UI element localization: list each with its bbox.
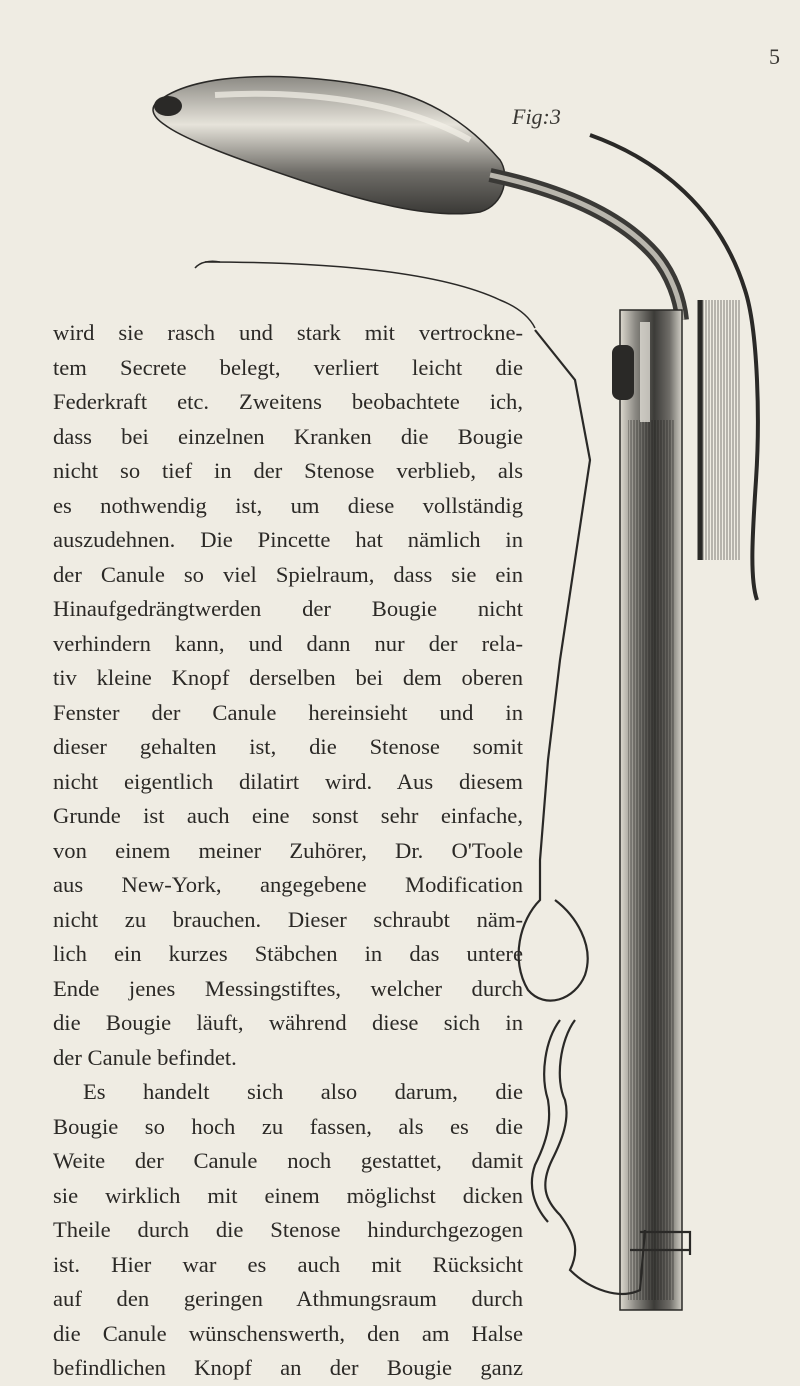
text-line: verhindern kann, und dann nur der rela- xyxy=(53,630,523,656)
text-line: tiv kleine Knopf derselben bei dem oberen xyxy=(53,665,523,690)
cannula-tube xyxy=(612,310,682,1310)
text-line: Es handelt sich also darum, die xyxy=(83,1079,523,1104)
text-line: von einem meiner Zuhörer, Dr. O'Toole xyxy=(53,837,523,863)
text-line: Theile durch die Stenose hindurchgezogen xyxy=(53,1217,523,1242)
text-line: Hinaufgedrängtwerden der Bougie nicht xyxy=(53,596,523,621)
text-line: Grunde ist auch eine sonst sehr einfache, xyxy=(53,803,523,828)
text-line: es nothwendig ist, um diese vollständig xyxy=(53,492,523,518)
text-line: tem Secrete belegt, verliert leicht die xyxy=(53,354,523,380)
text-line: nicht so tief in der Stenose verblieb, als xyxy=(53,458,523,483)
text-line: befindlichen Knopf an der Bougie ganz xyxy=(53,1355,523,1380)
text-line: ist. Hier war es auch mit Rücksicht xyxy=(53,1251,523,1277)
text-line: nicht eigentlich dilatirt wird. Aus diesem xyxy=(53,768,523,794)
text-line: aus New-York, angegebene Modification xyxy=(53,872,523,897)
text-line: wird sie rasch und stark mit vertrockne- xyxy=(53,320,523,345)
text-line: dass bei einzelnen Kranken die Bougie xyxy=(53,423,523,449)
text-line: der Canule befindet. xyxy=(53,1044,237,1070)
text-line: auszudehnen. Die Pincette hat nämlich in xyxy=(53,527,523,552)
text-line: Weite der Canule noch gestattet, damit xyxy=(53,1148,523,1173)
text-line: dieser gehalten ist, die Stenose somit xyxy=(53,734,523,759)
text-line: Federkraft etc. Zweitens beobachtete ich, xyxy=(53,389,523,414)
text-line: die Bougie läuft, während diese sich in xyxy=(53,1010,523,1035)
text-line: lich ein kurzes Stäbchen in das untere xyxy=(53,941,523,966)
page-number: 5 xyxy=(769,44,780,69)
text-line: sie wirklich mit einem möglichst dicken xyxy=(53,1182,523,1208)
text-line: der Canule so viel Spielraum, dass sie ein xyxy=(53,561,523,587)
text-line: die Canule wünschenswerth, den am Halse xyxy=(53,1320,523,1346)
body-text xyxy=(53,316,523,1386)
text-line: Fenster der Canule hereinsieht und in xyxy=(53,699,523,725)
text-line: nicht zu brauchen. Dieser schraubt näm- xyxy=(53,906,523,932)
text-line: Bougie so hoch zu fassen, als es die xyxy=(53,1113,523,1139)
text-line: Ende jenes Messingstiftes, welcher durch xyxy=(53,975,523,1001)
figure-label: Fig:3 xyxy=(512,104,561,129)
bougie-bulb xyxy=(153,77,505,214)
text-line: auf den geringen Athmungsraum durch xyxy=(53,1286,523,1311)
